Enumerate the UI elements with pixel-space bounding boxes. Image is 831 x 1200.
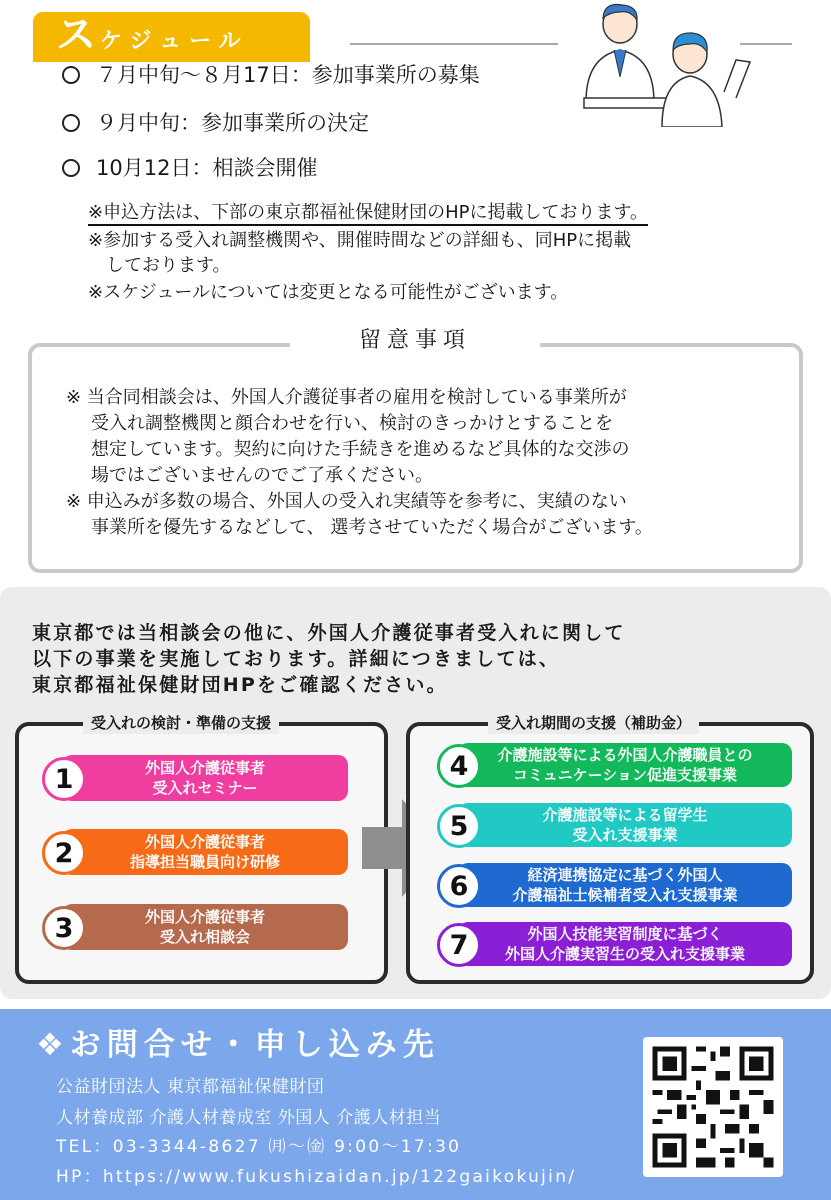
- schedule-note-text: ※申込方法は、下部の東京都福祉保健財団のHPに掲載しております。: [88, 202, 648, 226]
- contact-org: 公益財団法人 東京都福祉保健財団: [56, 1077, 325, 1097]
- program-label: 受入れセミナー: [152, 779, 258, 797]
- program-label: 外国人介護実習生の受入れ支援事業: [504, 945, 745, 963]
- program-label: 受入れ相談会: [159, 928, 250, 946]
- program-label: 介護福祉士候補者受入れ支援事業: [512, 886, 738, 904]
- schedule-item-text: ９月中旬：参加事業所の決定: [96, 111, 369, 135]
- remarks-title: 留意事項: [290, 322, 540, 360]
- program-number-badge: 7: [437, 923, 481, 967]
- qr-code-icon[interactable]: [643, 1037, 783, 1177]
- program-item-1[interactable]: [62, 755, 348, 801]
- schedule-note: [88, 201, 648, 225]
- schedule-item: [62, 153, 317, 183]
- schedule-note: ※スケジュールについては変更となる可能性がございます。: [88, 282, 569, 303]
- programs-intro: 以下の事業を実施しております。詳細につきましては、: [32, 648, 561, 670]
- schedule-title: [56, 10, 249, 67]
- program-label: 外国人介護従事者: [144, 833, 265, 851]
- schedule-item: [62, 108, 369, 138]
- program-label: 外国人介護従事者: [144, 908, 265, 926]
- remark-line: ※ 申込みが多数の場合、外国人の受入れ実績等を参考に、実績のない: [66, 491, 627, 512]
- remark-line: 受入れ調整機関と顔合わせを行い、検討のきっかけとすることを: [91, 413, 613, 434]
- schedule-item: [62, 60, 480, 90]
- program-number-badge: 5: [437, 804, 481, 848]
- schedule-item-text: ７月中旬～８月17日：参加事業所の募集: [96, 63, 480, 87]
- program-item-4[interactable]: [458, 743, 792, 787]
- contact-homepage-link[interactable]: HP：https://www.fukushizaidan.jp/122gaikokujin/: [56, 1167, 577, 1187]
- contact-phone: TEL：03-3344-8627 ㈪～㈮ 9:00～17:30: [56, 1137, 462, 1157]
- subsidy-support-label: 受入れ期間の支援（補助金）: [488, 712, 699, 734]
- program-label: 介護施設等による外国人介護職員との: [497, 746, 753, 764]
- remark-line: 事業所を優先するなどして、 選考させていただく場合がございます。: [91, 517, 653, 538]
- schedule-title-rest: ケジュール: [100, 29, 249, 54]
- program-number-badge: 1: [42, 757, 86, 801]
- remark-line: ※ 当合同相談会は、外国人介護従事者の雇用を検討している事業所が: [66, 387, 627, 408]
- program-number-badge: 4: [437, 744, 481, 788]
- programs-intro: 東京都福祉保健財団HPをご確認ください。: [32, 674, 448, 696]
- program-label: 介護施設等による留学生: [542, 806, 708, 824]
- schedule-note: ※参加する受入れ調整機関や、開催時間などの詳細も、同HPに掲載: [88, 230, 632, 251]
- contact-department: 人材養成部 介護人材養成室 外国人 介護人材担当: [56, 1108, 442, 1128]
- contact-title: ❖お問合せ・申し込み先: [36, 1027, 440, 1063]
- program-label: 外国人技能実習制度に基づく: [527, 925, 723, 943]
- schedule-item-text: 10月12日：相談会開催: [96, 156, 318, 180]
- program-item-5[interactable]: [458, 803, 792, 847]
- program-number-badge: 6: [437, 864, 481, 908]
- remark-line: 場ではございませんのでご了承ください。: [91, 465, 433, 486]
- program-item-7[interactable]: [458, 922, 792, 966]
- bullet-circle-icon: [62, 159, 80, 177]
- program-number-badge: 3: [42, 906, 86, 950]
- program-item-2[interactable]: [62, 829, 348, 875]
- program-item-6[interactable]: [458, 863, 792, 907]
- bullet-circle-icon: [62, 66, 80, 84]
- program-label: 経済連携協定に基づく外国人: [527, 866, 723, 884]
- bullet-circle-icon: [62, 114, 80, 132]
- schedule-title-main: ス: [56, 12, 100, 58]
- preparation-support-label: 受入れの検討・準備の支援: [83, 712, 279, 734]
- divider: [350, 43, 558, 45]
- consultation-illustration: [578, 2, 758, 127]
- program-label: 受入れ支援事業: [572, 826, 678, 844]
- program-item-3[interactable]: [62, 904, 348, 950]
- program-label: コミュニケーション促進支援事業: [512, 766, 738, 784]
- program-label: 外国人介護従事者: [144, 759, 265, 777]
- remark-line: 想定しています。契約に向けた手続きを進めるなど具体的な交渉の: [91, 439, 630, 460]
- programs-intro: 東京都では当相談会の他に、外国人介護従事者受入れに関して: [32, 622, 626, 644]
- program-number-badge: 2: [42, 831, 86, 875]
- schedule-note: しております。: [88, 255, 231, 276]
- program-label: 指導担当職員向け研修: [129, 853, 280, 871]
